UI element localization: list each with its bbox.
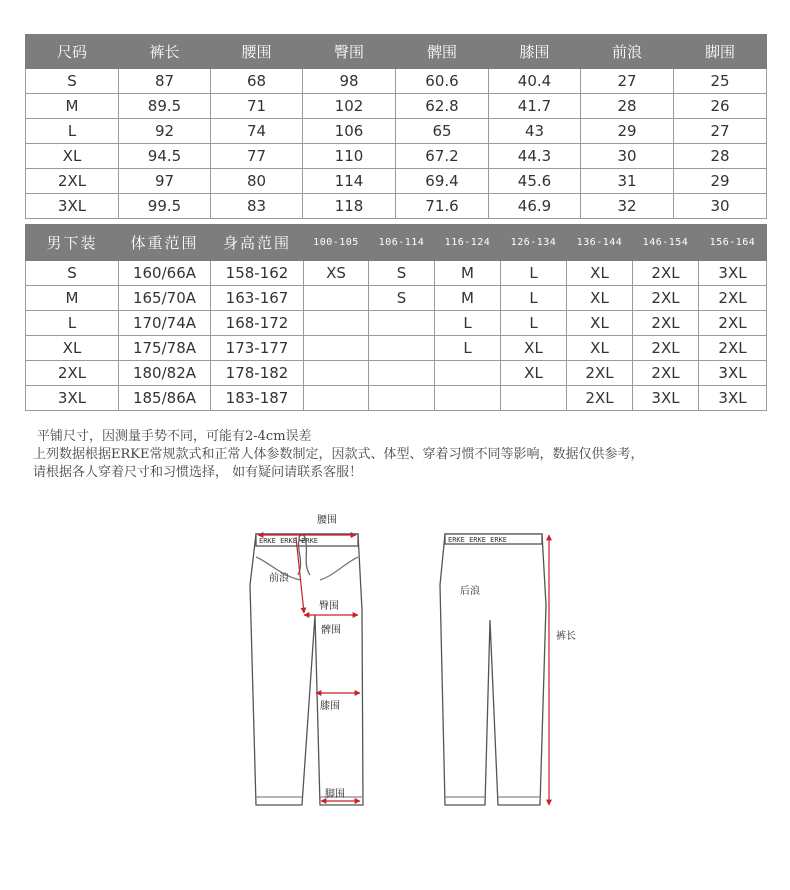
- table-cell: 173-177: [211, 336, 304, 361]
- table-cell: 83: [211, 194, 303, 219]
- table-cell: M: [435, 261, 501, 286]
- table-cell: 2XL: [26, 361, 119, 386]
- table-cell: [304, 386, 369, 411]
- table-row: [26, 119, 767, 144]
- table-cell: 3XL: [699, 261, 767, 286]
- table-cell: [369, 336, 435, 361]
- table-cell: 185/86A: [119, 386, 211, 411]
- note-line: 请根据各人穿着尺寸和习惯选择， 如有疑问请联系客服！: [33, 465, 363, 480]
- leg-opening-label: 脚围: [325, 789, 345, 800]
- table-cell: 98: [303, 69, 396, 94]
- table-cell: [369, 386, 435, 411]
- table-cell: 3XL: [633, 386, 699, 411]
- table-row: [26, 311, 767, 336]
- table-cell: 27: [674, 119, 767, 144]
- back-rise-label: 后浪: [460, 586, 480, 597]
- table-cell: 28: [674, 144, 767, 169]
- table-cell: M: [26, 286, 119, 311]
- table-cell: 69.4: [396, 169, 489, 194]
- header-cell: 前浪: [581, 35, 674, 69]
- header-cell: 髀围: [396, 35, 489, 69]
- header-cell: 腰围: [211, 35, 303, 69]
- table-row: [26, 194, 767, 219]
- table-cell: [369, 361, 435, 386]
- pants-size-table: [25, 34, 767, 219]
- table-cell: 30: [674, 194, 767, 219]
- table-cell: 102: [303, 94, 396, 119]
- table-cell: 183-187: [211, 386, 304, 411]
- table-cell: 3XL: [26, 386, 119, 411]
- header-cell: 100-105: [304, 225, 369, 261]
- header-cell: 身高范围: [211, 225, 304, 261]
- table-cell: XL: [567, 336, 633, 361]
- knee-label: 膝围: [320, 701, 340, 712]
- note-line: 平铺尺寸，因测量手势不同，可能有2-4cm误差: [37, 429, 312, 444]
- table-cell: 2XL: [26, 169, 119, 194]
- table-cell: S: [26, 261, 119, 286]
- table-cell: L: [501, 311, 567, 336]
- table-cell: 2XL: [567, 361, 633, 386]
- header-cell: 裤长: [119, 35, 211, 69]
- front-waistband-text: ERKE ERKE ERKE: [259, 537, 319, 545]
- length-label: 裤长: [556, 631, 576, 642]
- front-rise-label: 前浪: [269, 573, 289, 584]
- table-cell: 175/78A: [119, 336, 211, 361]
- fit-table-header: [26, 225, 767, 261]
- table-cell: 2XL: [699, 336, 767, 361]
- size-notes: [33, 428, 643, 482]
- table-cell: 2XL: [633, 261, 699, 286]
- table-cell: 65: [396, 119, 489, 144]
- table-cell: L: [435, 336, 501, 361]
- header-cell: 156-164: [699, 225, 767, 261]
- table-cell: 71.6: [396, 194, 489, 219]
- table-cell: 2XL: [633, 311, 699, 336]
- table-cell: 60.6: [396, 69, 489, 94]
- table-cell: XL: [26, 144, 119, 169]
- header-cell: 膝围: [489, 35, 581, 69]
- table-cell: 99.5: [119, 194, 211, 219]
- table-cell: 110: [303, 144, 396, 169]
- table-cell: 29: [581, 119, 674, 144]
- table-cell: 30: [581, 144, 674, 169]
- table-cell: S: [369, 286, 435, 311]
- table-cell: 45.6: [489, 169, 581, 194]
- table-cell: 31: [581, 169, 674, 194]
- table-cell: 2XL: [633, 286, 699, 311]
- table-cell: [304, 361, 369, 386]
- table-cell: 2XL: [699, 311, 767, 336]
- table-row: [26, 261, 767, 286]
- table-cell: 67.2: [396, 144, 489, 169]
- header-cell: 男下装: [26, 225, 119, 261]
- table-cell: 77: [211, 144, 303, 169]
- header-cell: 尺码: [26, 35, 119, 69]
- table-cell: [304, 286, 369, 311]
- table-cell: S: [369, 261, 435, 286]
- table-cell: 92: [119, 119, 211, 144]
- table-cell: M: [26, 94, 119, 119]
- table-cell: XL: [501, 361, 567, 386]
- table-cell: 2XL: [699, 286, 767, 311]
- table-cell: 180/82A: [119, 361, 211, 386]
- table-row: [26, 361, 767, 386]
- table-cell: 25: [674, 69, 767, 94]
- table-cell: XL: [26, 336, 119, 361]
- table-cell: 118: [303, 194, 396, 219]
- table-cell: 40.4: [489, 69, 581, 94]
- table-cell: [501, 386, 567, 411]
- table-cell: 46.9: [489, 194, 581, 219]
- table-cell: L: [26, 311, 119, 336]
- table-cell: 165/70A: [119, 286, 211, 311]
- table-cell: M: [435, 286, 501, 311]
- table-row: [26, 144, 767, 169]
- table-row: [26, 69, 767, 94]
- back-pants-drawing: [440, 534, 546, 805]
- table-cell: 44.3: [489, 144, 581, 169]
- table-cell: [435, 386, 501, 411]
- table-cell: [369, 311, 435, 336]
- table-cell: 29: [674, 169, 767, 194]
- table-cell: XL: [567, 261, 633, 286]
- table-cell: 170/74A: [119, 311, 211, 336]
- table-row: [26, 169, 767, 194]
- table-cell: L: [501, 261, 567, 286]
- table-cell: 89.5: [119, 94, 211, 119]
- table-cell: 3XL: [699, 386, 767, 411]
- header-cell: 脚围: [674, 35, 767, 69]
- table-cell: 114: [303, 169, 396, 194]
- table-cell: L: [435, 311, 501, 336]
- table-cell: 32: [581, 194, 674, 219]
- header-cell: 体重范围: [119, 225, 211, 261]
- table-cell: XS: [304, 261, 369, 286]
- header-cell: 臀围: [303, 35, 396, 69]
- header-cell: 106-114: [369, 225, 435, 261]
- pants-table-header: [26, 35, 767, 69]
- table-cell: L: [26, 119, 119, 144]
- table-cell: 26: [674, 94, 767, 119]
- table-cell: 94.5: [119, 144, 211, 169]
- table-cell: 3XL: [26, 194, 119, 219]
- table-cell: 43: [489, 119, 581, 144]
- thigh-label: 髀围: [321, 625, 341, 636]
- table-cell: [304, 311, 369, 336]
- table-cell: 2XL: [567, 386, 633, 411]
- table-row: [26, 336, 767, 361]
- table-cell: 163-167: [211, 286, 304, 311]
- table-cell: XL: [567, 286, 633, 311]
- table-cell: [304, 336, 369, 361]
- table-cell: 2XL: [633, 361, 699, 386]
- table-cell: 27: [581, 69, 674, 94]
- table-row: [26, 94, 767, 119]
- table-cell: 168-172: [211, 311, 304, 336]
- table-cell: 160/66A: [119, 261, 211, 286]
- table-cell: S: [26, 69, 119, 94]
- table-row: [26, 286, 767, 311]
- note-line: 上列数据根据ERKE常规款式和正常人体参数制定，因款式、体型、穿着习惯不同等影响，数据仅供参考，: [33, 447, 644, 462]
- table-cell: 71: [211, 94, 303, 119]
- table-cell: 80: [211, 169, 303, 194]
- back-waistband-text: ERKE ERKE ERKE: [448, 536, 508, 544]
- table-cell: 74: [211, 119, 303, 144]
- table-cell: 68: [211, 69, 303, 94]
- table-cell: XL: [567, 311, 633, 336]
- table-cell: 97: [119, 169, 211, 194]
- table-cell: 106: [303, 119, 396, 144]
- pants-measurement-diagram: [240, 505, 580, 820]
- table-cell: 178-182: [211, 361, 304, 386]
- header-cell: 136-144: [567, 225, 633, 261]
- waist-label: 腰围: [317, 515, 337, 526]
- table-cell: 2XL: [633, 336, 699, 361]
- table-cell: 41.7: [489, 94, 581, 119]
- table-cell: 158-162: [211, 261, 304, 286]
- header-cell: 146-154: [633, 225, 699, 261]
- table-cell: 3XL: [699, 361, 767, 386]
- fit-guide-table: [25, 224, 767, 411]
- table-row: [26, 386, 767, 411]
- header-cell: 126-134: [501, 225, 567, 261]
- table-cell: 87: [119, 69, 211, 94]
- table-cell: XL: [501, 336, 567, 361]
- table-cell: [435, 361, 501, 386]
- front-pants-drawing: [250, 534, 363, 805]
- hip-label: 臀围: [319, 601, 339, 612]
- table-cell: L: [501, 286, 567, 311]
- table-cell: 28: [581, 94, 674, 119]
- header-cell: 116-124: [435, 225, 501, 261]
- table-cell: 62.8: [396, 94, 489, 119]
